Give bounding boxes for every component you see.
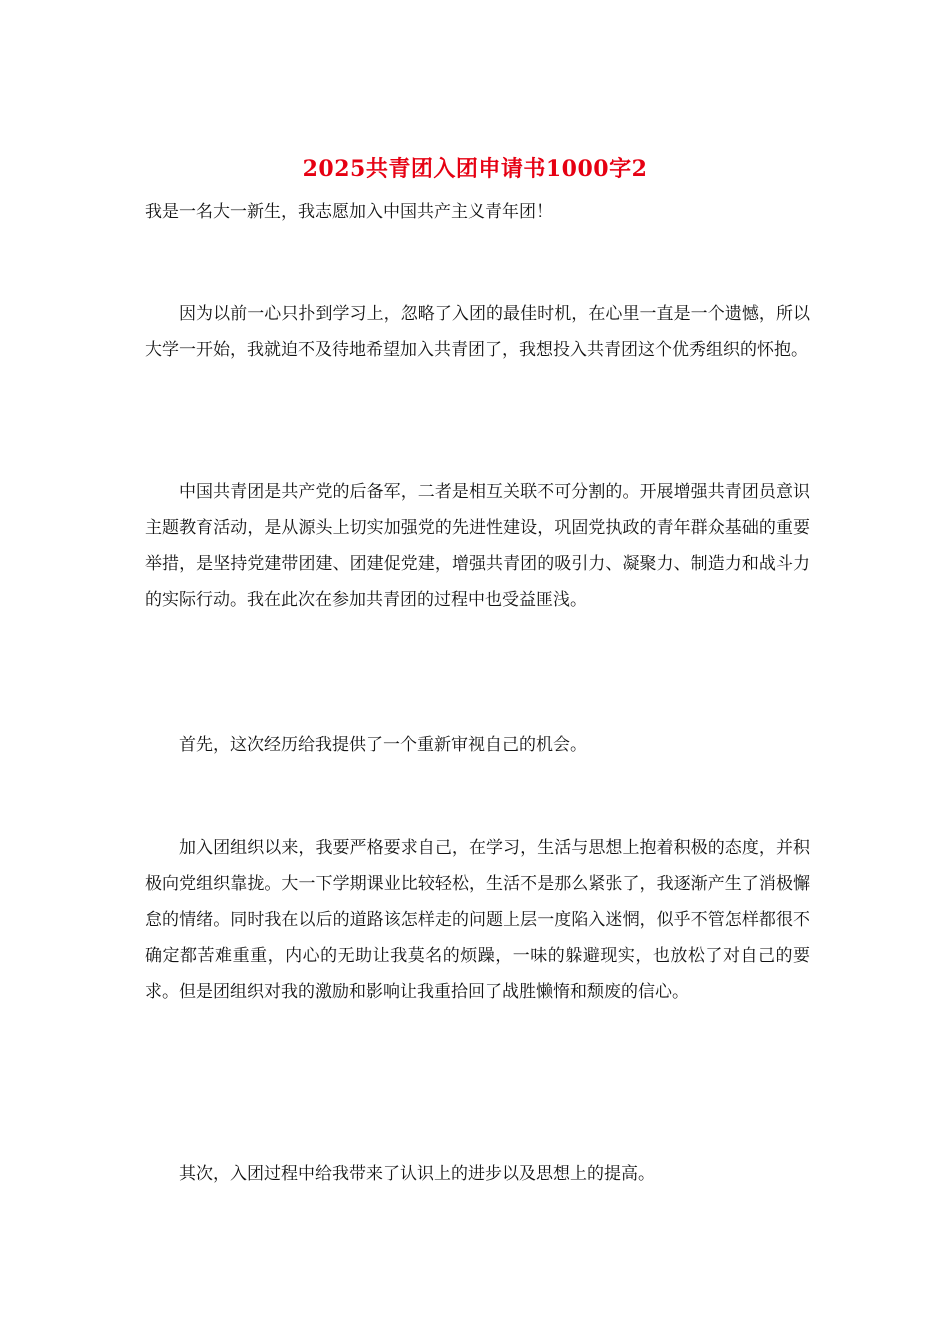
document-title: 2025共青团入团申请书1000字2 xyxy=(302,156,648,182)
paragraph-1: 因为以前一心只扑到学习上，忽略了入团的最佳时机，在心里一直是一个遗憾，所以大学一开始，我就迫不及待地希望加入共青团了，我想投入共青团这个优秀组织的怀抱。 xyxy=(145,304,810,360)
paragraph-3: 首先，这次经历给我提供了一个重新审视自己的机会。 xyxy=(179,735,587,755)
paragraph-4: 加入团组织以来，我要严格要求自己，在学习，生活与思想上抱着积极的态度，并积极向党组织靠拢。大一下学期课业比较轻松，生活不是那么紧张了，我逐渐产生了消极懈怠的情绪。同时我在以后的道路该怎样走的问题上层一度陷入迷惘，似乎不管怎样都很不确定都苦难重重，内心的无助让我莫名的烦躁，一味的躲避现实，也放松了对自己的要求。但是团组织对我的激励和影响让我重拾回了战胜懒惰和颓废的信心。 xyxy=(145,838,810,1002)
paragraph-2: 中国共青团是共产党的后备军，二者是相互关联不可分割的。开展增强共青团员意识主题教育活动，是从源头上切实加强党的先进性建设，巩固党执政的青年群众基础的重要举措，是坚持党建带团建、团建促党建，增强共青团的吸引力、凝聚力、制造力和战斗力的实际行动。我在此次在参加共青团的过程中也受益匪浅。 xyxy=(145,482,810,610)
paragraph-5: 其次，入团过程中给我带来了认识上的进步以及思想上的提高。 xyxy=(179,1164,655,1184)
paragraph-intro: 我是一名大一新生，我志愿加入中国共产主义青年团！ xyxy=(145,202,553,222)
